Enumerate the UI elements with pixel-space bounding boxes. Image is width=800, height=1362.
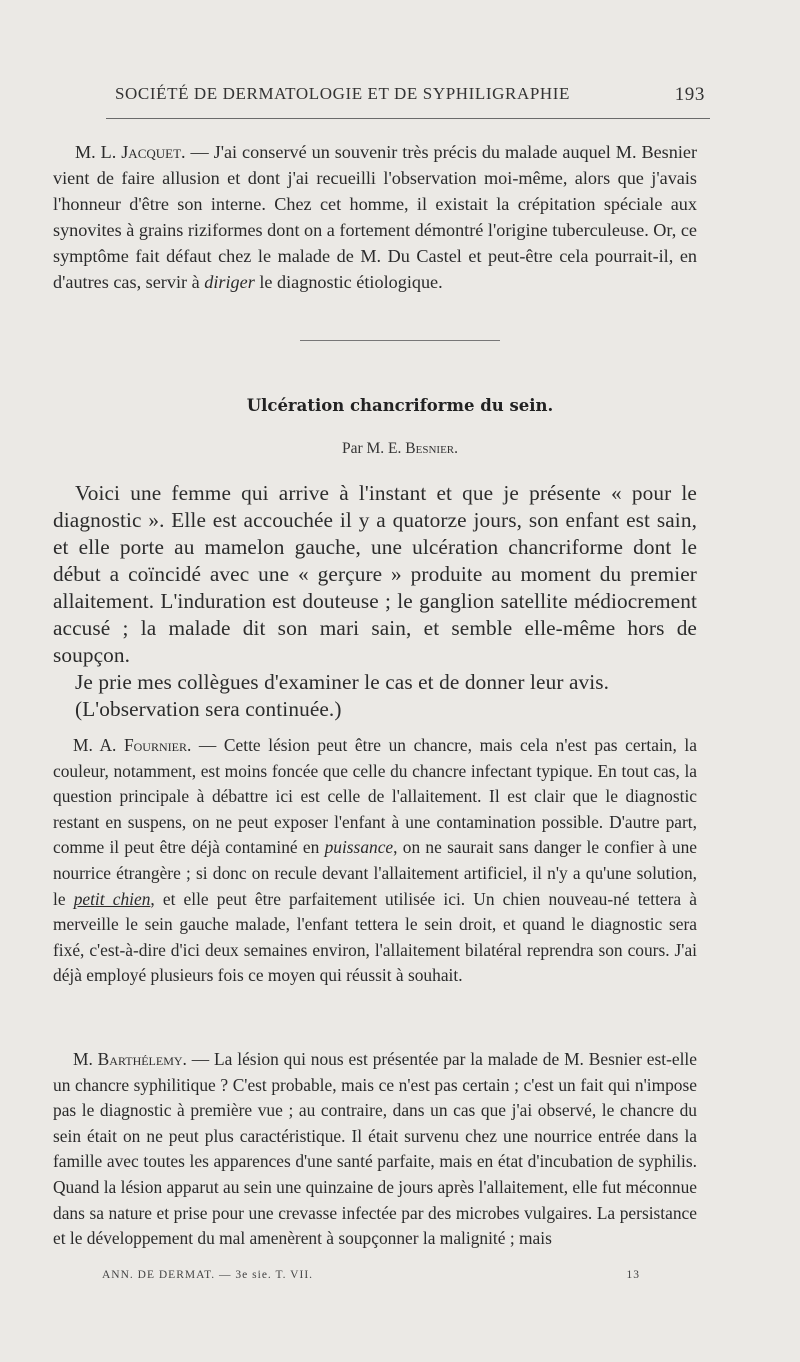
paragraph-text: — La lésion qui nous est présentée par la malade de M. Besnier est-elle un chancre syphilitique ? C'est probable, mais ce n'est pas certain ; c'est un fait qui n'impose pas le diagnostic à première vue ; au contraire, dans un cas que j'ai observé, le chancre du sein était on ne peut plus caractéristique. Il était survenu chez une nourrice entrée dans la famille avec toutes les apparences d'une santé parfaite, mais en état d'incubation de syphilis. Quand la lésion apparut au sein une quinzaine de jours après l'allaitement, elle fut méconnue dans sa nature et prise pour une crevasse infectée par des microbes vulgaires. La persistance et le développement du mal amenèrent à soupçonner la malignité ; mais bbox=[53, 1049, 697, 1249]
paragraph-text: — Cette lésion peut être un chancre, mais cela n'est pas certain, la couleur, notamment, est moins foncée que celle du chancre infectant typique. En tout cas, la question principale à débattre ici est celle de l'allaitement. Il est clair que le diagnostic restant en suspens, on ne peut exposer l'enfant à une contamination possible. D'autre part, comme il peut être déjà contaminé en bbox=[53, 735, 697, 858]
paragraph-text: Voici une femme qui arrive à l'instant et que je présente « pour le diagnostic ». Elle est accouchée il y a quatorze jours, son enfant est sain, et elle porte au mamelon gauche, une ulcération chancriforme dont le début a coïncidé avec une « gerçure » produite au moment du premier allaitement. L'induration est douteuse ; le ganglion satellite médiocrement accusé ; la malade dit son mari sain, et semble elle-même hors de soupçon. bbox=[53, 481, 697, 667]
paragraph-text: — J'ai conservé un souvenir très précis du malade auquel M. Besnier vient de faire allusion et dont j'ai recueilli l'observation moi-même, alors que j'avais l'honneur d'être son interne. Chez cet homme, il existait la crépitation spéciale aux synovites à grains riziformes dont on a fortement démontré l'origine tuberculeuse. Or, ce symptôme fait défaut chez le malade de M. Du Castel et peut-être cela pourrait-il, en d'autres cas, servir à bbox=[53, 142, 697, 292]
italic-term: diriger bbox=[204, 272, 255, 292]
author-name: Besnier. bbox=[405, 440, 458, 457]
running-title: SOCIÉTÉ DE DERMATOLOGIE ET DE SYPHILIGRAPHIE bbox=[115, 84, 571, 103]
signature-number: 13 bbox=[626, 1269, 640, 1281]
paragraph-text: , on ne saurait sans danger le confier à une nourrice étrangère ; si donc on recule devant l'allaitement artificiel, il n'y a qu'une solution, le bbox=[53, 837, 697, 909]
journal-reference: ANN. DE DERMAT. — 3e sie. T. VII. bbox=[102, 1269, 314, 1281]
paragraph-text: , et elle peut être parfaitement utilisée ici. Un chien nouveau-né tettera à merveille le sein gauche malade, l'enfant tettera le sein droit, et quand le diagnostic sera fixé, c'est-à-dire d'ici deux semaines environ, l'allaitement bilatéral reprendra son cours. J'ai déjà employé plusieurs fois ce moyen qui réussit à souhait. bbox=[53, 888, 697, 986]
section-divider bbox=[300, 340, 500, 341]
byline-prefix: Par M. E. bbox=[341, 440, 406, 457]
speaker-name: M. Barthélemy. bbox=[73, 1049, 187, 1069]
italic-term: puissance bbox=[324, 837, 394, 858]
paragraph-text: le diagnostic étiologique. bbox=[254, 272, 443, 292]
speaker-name: M. A. Fournier. bbox=[73, 735, 192, 755]
paragraph-jacquet bbox=[53, 139, 697, 295]
paragraph-fournier bbox=[53, 733, 697, 989]
page-number: 193 bbox=[674, 84, 705, 105]
page-footer bbox=[102, 1269, 640, 1281]
paragraph-text: Je prie mes collègues d'examiner le cas et de donner leur avis. bbox=[75, 670, 610, 694]
speaker-name: M. L. Jacquet. bbox=[75, 142, 186, 162]
italic-term: petit chien bbox=[73, 888, 151, 909]
paragraph-barthelemy bbox=[53, 1047, 697, 1252]
paragraph-besnier bbox=[53, 480, 697, 723]
article-title: Ulcération chancriforme du sein. bbox=[246, 396, 554, 415]
running-header bbox=[115, 84, 705, 110]
header-rule bbox=[106, 118, 710, 119]
article-byline bbox=[0, 440, 800, 458]
paragraph-text: (L'observation sera continuée.) bbox=[75, 697, 342, 721]
